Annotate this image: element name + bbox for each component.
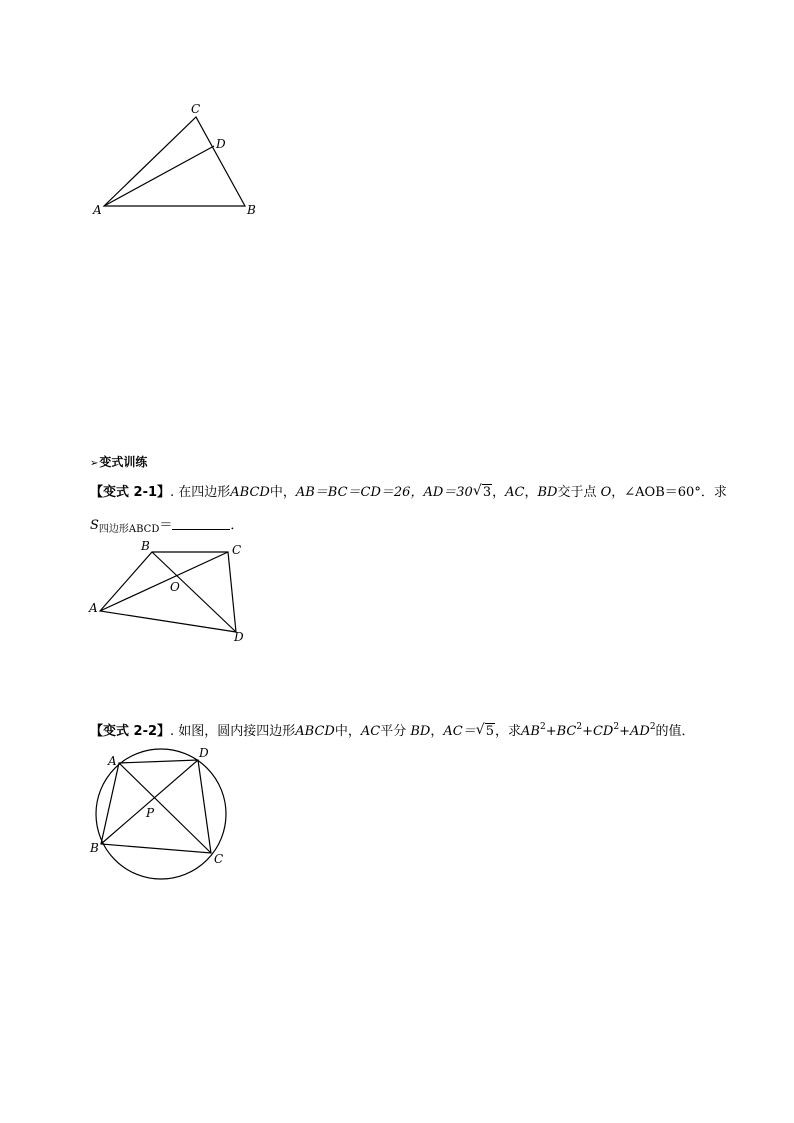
label-p: P <box>146 806 155 820</box>
label-c: C <box>232 543 242 557</box>
section-title: 变式训练 <box>99 455 148 469</box>
diagonal-ac <box>119 763 211 853</box>
math-subscript: 四边形ABCD <box>98 524 160 535</box>
superscript: 2 <box>576 722 583 732</box>
sqrt-5 <box>476 723 495 741</box>
label-a: A <box>108 754 117 768</box>
superscript: 2 <box>613 722 620 732</box>
label-c: C <box>191 102 201 116</box>
math-bd: BD <box>537 485 558 500</box>
math-ab: AB <box>521 724 540 739</box>
section-heading <box>90 453 147 470</box>
label-d: D <box>199 746 209 760</box>
arrow-marker-icon: ➢ <box>90 458 99 469</box>
figure-triangle-abc <box>0 0 794 240</box>
superscript: 2 <box>649 722 656 732</box>
problem-2-1-line1 <box>90 484 727 502</box>
radicand: 5 <box>485 724 494 739</box>
radical-icon: √ <box>472 483 482 499</box>
text: ，求 <box>494 724 521 739</box>
text: 的值． <box>655 724 695 739</box>
figure-quadrilateral-abcd <box>0 530 794 650</box>
text: ＝ <box>159 518 173 533</box>
text: ， <box>492 485 506 500</box>
label-a: A <box>89 601 98 615</box>
plus: + <box>545 724 557 739</box>
label-b: B <box>247 203 256 217</box>
math-equation: AB＝BC＝CD＝26，AD＝30 <box>295 485 473 500</box>
text: ． <box>230 518 244 533</box>
math-ac-eq: AC＝ <box>443 724 476 739</box>
triangle-abc <box>104 117 245 206</box>
math-ac: AC <box>360 724 381 739</box>
math-s: S <box>90 518 99 533</box>
diagonal-bd <box>101 760 198 844</box>
math-ac: AC <box>505 485 525 500</box>
figure-cyclic-quadrilateral <box>0 740 794 890</box>
math-bd: BD <box>410 724 431 739</box>
diagonal-ac <box>100 552 228 611</box>
quadrilateral-abcd <box>100 552 236 632</box>
label-b: B <box>90 841 99 855</box>
math-bc: BC <box>556 724 577 739</box>
text: 交于点 <box>557 485 597 500</box>
superscript: 2 <box>539 722 546 732</box>
circumcircle <box>96 749 226 879</box>
label-d: D <box>234 630 244 644</box>
text: ， <box>524 485 538 500</box>
text: . 如图，圆内接四边形 <box>170 724 296 739</box>
diagonal-bd <box>152 552 236 632</box>
plus: + <box>582 724 593 739</box>
math-o: O <box>600 485 612 500</box>
math-quad: ABCD <box>295 724 335 739</box>
text: ，∠AOB＝60°．求 <box>611 485 727 500</box>
plus: + <box>619 724 630 739</box>
problem-tag: 【变式 2-1】 <box>90 485 171 500</box>
text: 中， <box>269 485 296 500</box>
radical-icon: √ <box>475 722 485 738</box>
problem-2-2 <box>90 718 695 741</box>
text: ， <box>430 724 444 739</box>
radicand: 3 <box>482 485 492 500</box>
text: 平分 <box>380 724 407 739</box>
answer-blank[interactable] <box>172 517 230 530</box>
sqrt-3 <box>473 484 492 502</box>
math-cd: CD <box>592 724 614 739</box>
text: . 在四边形 <box>170 485 231 500</box>
quadrilateral-abcd <box>101 760 211 853</box>
label-b: B <box>141 539 150 553</box>
label-o: O <box>170 580 180 594</box>
label-a: A <box>93 203 102 217</box>
math-ad: AD <box>630 724 650 739</box>
math-quad: ABCD <box>230 485 270 500</box>
text: 中， <box>334 724 361 739</box>
segment-ad <box>104 146 214 206</box>
label-c: C <box>214 852 224 866</box>
label-d: D <box>216 137 226 151</box>
problem-tag: 【变式 2-2】 <box>90 724 171 739</box>
